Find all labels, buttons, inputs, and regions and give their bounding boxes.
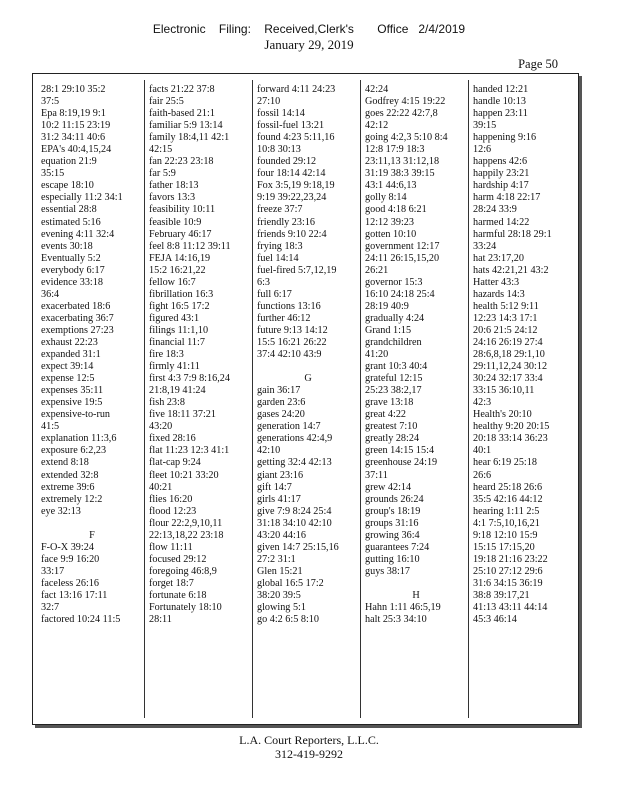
index-entry: hear 6:19 25:18	[473, 457, 537, 469]
index-entry: 37:5	[41, 96, 60, 108]
index-letter-heading: G	[304, 373, 312, 385]
index-entry: essential 28:8	[41, 204, 97, 216]
index-entry: 43:20 44:16	[257, 529, 306, 541]
index-entry: 42:24	[365, 84, 389, 95]
index-entry: grateful 12:15	[365, 373, 423, 385]
index-entry: governor 15:3	[365, 276, 423, 288]
index-entry: fellow 16:7	[149, 276, 196, 288]
index-entry: flood 12:23	[149, 505, 197, 517]
index-entry: fossil-fuel 13:21	[257, 120, 325, 132]
index-entry: events 30:18	[41, 240, 93, 252]
index-entry: forward 4:11 24:23	[257, 84, 336, 95]
index-entry: handle 10:13	[473, 96, 526, 108]
column-divider	[468, 80, 469, 718]
index-entry: 15:15 17:15,20	[473, 541, 535, 553]
index-entry: 42:12	[365, 120, 389, 132]
index-entry: exacerbated 18:6	[41, 300, 111, 312]
index-entry: generations 42:4,9	[257, 433, 333, 445]
index-entry: father 18:13	[149, 180, 199, 192]
index-entry: 16:10 24:18 25:4	[365, 288, 435, 300]
index-entry: happen 23:11	[473, 108, 528, 120]
index-entry: 26:6	[473, 469, 492, 481]
footer	[0, 733, 618, 761]
index-entry: Glen 15:21	[257, 565, 303, 577]
index-entry: going 4:2,3 5:10 8:4	[365, 132, 448, 144]
index-entry: 12:12 39:23	[365, 216, 414, 228]
index-entry: 28:11	[149, 614, 172, 626]
index-entry: gutting 16:10	[365, 553, 420, 565]
index-entry: 28:24 33:9	[473, 204, 517, 216]
index-entry: escape 18:10	[41, 180, 94, 192]
column-divider	[252, 80, 253, 718]
index-entry: exemptions 27:23	[41, 324, 114, 336]
page-number: Page 50	[518, 57, 558, 71]
index-entry: Fox 3:5,19 9:18,19	[257, 180, 335, 192]
index-entry: foregoing 46:8,9	[149, 565, 217, 577]
index-entry: feasible 10:9	[149, 216, 202, 228]
index-entry: girls 41:17	[257, 493, 301, 505]
index-entry: 29:11,12,24 30:12	[473, 361, 548, 373]
index-entry: green 14:15 15:4	[365, 445, 435, 457]
index-entry: functions 13:16	[257, 300, 321, 312]
index-entry: February 46:17	[149, 228, 212, 240]
index-entry: 38:8 39:17,21	[473, 589, 530, 601]
index-entry: facts 21:22 37:8	[149, 84, 215, 95]
index-letter-heading: H	[412, 589, 420, 601]
index-column-1	[41, 84, 143, 626]
index-entry: fortunate 6:18	[149, 589, 207, 601]
index-entry: halt 25:3 34:10	[365, 614, 427, 626]
index-entry: 37:11	[365, 469, 388, 481]
index-spacer	[257, 361, 359, 373]
index-entry: 19:18 21:16 23:22	[473, 553, 548, 565]
index-entry: government 12:17	[365, 240, 440, 252]
index-entry: happily 23:21	[473, 168, 530, 180]
index-entry: flies 16:20	[149, 493, 193, 505]
index-entry: 23:11,13 31:12,18	[365, 156, 440, 168]
index-entry: happens 42:6	[473, 156, 528, 168]
index-entry: 31:19 38:3 39:15	[365, 168, 435, 180]
index-entry: far 5:9	[149, 168, 176, 180]
index-entry: harmful 28:18 29:1	[473, 228, 552, 240]
index-entry: flat-cap 9:24	[149, 457, 201, 469]
index-entry: healthy 9:20 20:15	[473, 421, 550, 433]
index-entry: great 4:22	[365, 409, 407, 421]
index-entry: expanded 31:1	[41, 349, 101, 361]
index-entry: give 7:9 8:24 25:4	[257, 505, 332, 517]
index-entry: figured 43:1	[149, 312, 200, 324]
index-entry: 41:20	[365, 349, 389, 361]
index-entry: harmed 14:22	[473, 216, 530, 228]
index-entry: Grand 1:15	[365, 324, 412, 336]
index-entry: 12:6	[473, 144, 492, 156]
filing-stamp-line: Electronic Filing: Received,Clerk's Office 2/4/2019	[152, 22, 466, 36]
index-entry: growing 36:4	[365, 529, 420, 541]
index-entry: expensive-to-run	[41, 409, 111, 421]
index-entry: faceless 26:16	[41, 577, 99, 589]
index-entry: 35:15	[41, 168, 65, 180]
index-entry: 33:15 36:10,11	[473, 385, 535, 397]
index-entry: face 9:9 16:20	[41, 553, 100, 565]
index-entry: handed 12:21	[473, 84, 529, 95]
index-entry: Fortunately 18:10	[149, 602, 222, 614]
column-divider	[360, 80, 361, 718]
index-entry: four 18:14 42:14	[257, 168, 326, 180]
index-entry: expense 12:5	[41, 373, 95, 385]
index-entry: estimated 5:16	[41, 216, 101, 228]
index-entry: guarantees 7:24	[365, 541, 430, 553]
index-entry: Hatter 43:3	[473, 276, 520, 288]
index-entry: 38:20 39:5	[257, 589, 301, 601]
index-entry: fire 18:3	[149, 349, 184, 361]
index-entry: flat 11:23 12:3 41:1	[149, 445, 230, 457]
index-entry: good 4:18 6:21	[365, 204, 427, 216]
index-entry: 36:4	[41, 288, 60, 300]
index-entry: greatly 28:24	[365, 433, 420, 445]
index-entry: fuel-fired 5:7,12,19	[257, 264, 337, 276]
index-entry: evening 4:11 32:4	[41, 228, 115, 240]
index-entry: generation 14:7	[257, 421, 321, 433]
index-entry: first 4:3 7:9 8:16,24	[149, 373, 230, 385]
index-entry: giant 23:16	[257, 469, 304, 481]
index-entry: 37:4 42:10 43:9	[257, 349, 322, 361]
index-entry: fleet 10:21 33:20	[149, 469, 219, 481]
index-entry: 41:5	[41, 421, 60, 433]
index-entry: factored 10:24 11:5	[41, 614, 121, 626]
index-entry: gradually 4:24	[365, 312, 425, 324]
index-entry: gift 14:7	[257, 481, 292, 493]
index-entry: exacerbating 36:7	[41, 312, 114, 324]
index-entry: 20:18 33:14 36:23	[473, 433, 548, 445]
column-divider	[144, 80, 145, 718]
index-entry: fibrillation 16:3	[149, 288, 214, 300]
index-entry: faith-based 21:1	[149, 108, 215, 120]
index-entry: filings 11:1,10	[149, 324, 209, 336]
index-entry: family 18:4,11 42:1	[149, 132, 230, 144]
index-entry: future 9:13 14:12	[257, 324, 328, 336]
index-entry: hearing 1:11 2:5	[473, 505, 540, 517]
index-entry: feasibility 10:11	[149, 204, 216, 216]
index-entry: greatest 7:10	[365, 421, 418, 433]
index-entry: getting 32:4 42:13	[257, 457, 332, 469]
index-entry: 27:2 31:1	[257, 553, 296, 565]
index-entry: 39:15	[473, 120, 497, 132]
index-entry: 32:7	[41, 602, 60, 614]
index-entry: Epa 8:19,19 9:1	[41, 108, 106, 120]
index-column-2	[149, 84, 251, 626]
index-entry: 20:6 21:5 24:12	[473, 324, 538, 336]
index-entry: evidence 33:18	[41, 276, 103, 288]
index-entry: grandchildren	[365, 336, 422, 348]
index-entry: goes 22:22 42:7,8	[365, 108, 438, 120]
index-entry: Health's 20:10	[473, 409, 532, 421]
index-entry: 6:3	[257, 276, 271, 288]
index-frame	[32, 73, 579, 725]
index-entry: extend 8:18	[41, 457, 89, 469]
index-entry: grave 13:18	[365, 397, 414, 409]
index-entry: gotten 10:10	[365, 228, 417, 240]
index-entry: FEJA 14:16,19	[149, 252, 211, 264]
index-entry: 43:20	[149, 421, 173, 433]
index-entry: flow 11:11	[149, 541, 193, 553]
index-entry: 9:18 12:10 15:9	[473, 529, 538, 541]
index-entry: equation 21:9	[41, 156, 97, 168]
index-entry: 10:8 30:13	[257, 144, 301, 156]
index-entry: extreme 39:6	[41, 481, 95, 493]
index-entry: financial 11:7	[149, 336, 205, 348]
index-entry: 45:3 46:14	[473, 614, 517, 626]
index-entry: everybody 6:17	[41, 264, 105, 276]
index-entry: fuel 14:14	[257, 252, 299, 264]
index-entry: 30:24 32:17 33:4	[473, 373, 543, 385]
index-entry: happening 9:16	[473, 132, 537, 144]
index-entry: greenhouse 24:19	[365, 457, 438, 469]
index-entry: 33:24	[473, 240, 497, 252]
index-entry: familiar 5:9 13:14	[149, 120, 223, 132]
index-entry: favors 13:3	[149, 192, 196, 204]
index-entry: extremely 12:2	[41, 493, 103, 505]
index-entry: 31:2 34:11 40:6	[41, 132, 106, 144]
index-entry: group's 18:19	[365, 505, 421, 517]
index-entry: found 4:23 5:11,16	[257, 132, 335, 144]
index-entry: 31:18 34:10 42:10	[257, 517, 332, 529]
index-entry: hardship 4:17	[473, 180, 529, 192]
index-entry: 42:15	[149, 144, 173, 156]
index-entry: 40:1	[473, 445, 492, 457]
index-entry: flour 22:2,9,10,11	[149, 517, 223, 529]
index-entry: especially 11:2 34:1	[41, 192, 123, 204]
index-entry: groups 31:16	[365, 517, 419, 529]
index-entry: 35:5 42:16 44:12	[473, 493, 543, 505]
index-entry: heard 25:18 26:6	[473, 481, 543, 493]
index-entry: 42:10	[257, 445, 281, 457]
index-entry: health 5:12 9:11	[473, 300, 539, 312]
index-entry: harm 4:18 22:17	[473, 192, 541, 204]
index-entry: 28:19 40:9	[365, 300, 409, 312]
index-entry: golly 8:14	[365, 192, 407, 204]
index-spacer	[41, 518, 143, 530]
index-entry: hazards 14:3	[473, 288, 525, 300]
index-letter-heading: F	[89, 529, 95, 541]
index-entry: focused 29:12	[149, 553, 207, 565]
index-entry: grounds 26:24	[365, 493, 424, 505]
index-entry: eye 32:13	[41, 505, 81, 517]
index-entry: 31:6 34:15 36:19	[473, 577, 543, 589]
index-entry: 40:21	[149, 481, 173, 493]
index-entry: forget 18:7	[149, 577, 194, 589]
index-entry: 27:10	[257, 96, 281, 108]
index-entry: 24:11 26:15,15,20	[365, 252, 440, 264]
index-entry: exhaust 22:23	[41, 336, 98, 348]
index-entry: 28:6,8,18 29:1,10	[473, 349, 545, 361]
index-entry: 25:10 27:12 29:6	[473, 565, 543, 577]
court-reporter-phone: 312-419-9292	[275, 747, 343, 761]
index-entry: given 14:7 25:15,16	[257, 541, 339, 553]
court-reporter-name: L.A. Court Reporters, L.L.C.	[239, 733, 379, 747]
index-entry: 4:1 7:5,10,16,21	[473, 517, 540, 529]
index-entry: grew 42:14	[365, 481, 412, 493]
index-entry: founded 29:12	[257, 156, 317, 168]
index-entry: gases 24:20	[257, 409, 305, 421]
index-entry: hat 23:17,20	[473, 252, 524, 264]
index-entry: fish 23:8	[149, 397, 185, 409]
index-entry: extended 32:8	[41, 469, 99, 481]
index-entry: F-O-X 39:24	[41, 541, 94, 553]
index-entry: exposure 6:2,23	[41, 445, 107, 457]
index-entry: further 46:12	[257, 312, 311, 324]
index-entry: gain 36:17	[257, 385, 301, 397]
index-entry: garden 23:6	[257, 397, 306, 409]
index-entry: friendly 23:16	[257, 216, 316, 228]
index-entry: friends 9:10 22:4	[257, 228, 327, 240]
index-entry: 43:1 44:6,13	[365, 180, 417, 192]
index-entry: feel 8:8 11:12 39:11	[149, 240, 231, 252]
index-entry: hats 42:21,21 43:2	[473, 264, 549, 276]
index-entry: 41:13 43:11 44:14	[473, 602, 548, 614]
index-entry: fair 25:5	[149, 96, 184, 108]
index-entry: full 6:17	[257, 288, 292, 300]
index-entry: five 18:11 37:21	[149, 409, 216, 421]
index-entry: 22:13,18,22 23:18	[149, 529, 224, 541]
index-entry: explanation 11:3,6	[41, 433, 117, 445]
index-entry: 10:2 11:15 23:19	[41, 120, 111, 132]
index-entry: 24:16 26:19 27:4	[473, 336, 543, 348]
index-entry: fact 13:16 17:11	[41, 589, 108, 601]
filing-date: January 29, 2019	[264, 37, 354, 52]
index-entry: grant 10:3 40:4	[365, 361, 428, 373]
index-entry: fossil 14:14	[257, 108, 305, 120]
index-column-4	[365, 84, 467, 626]
index-entry: 42:3	[473, 397, 492, 409]
index-entry: frying 18:3	[257, 240, 303, 252]
index-entry: expenses 35:11	[41, 385, 104, 397]
index-entry: firmly 41:11	[149, 361, 200, 373]
index-entry: Hahn 1:11 46:5,19	[365, 602, 441, 614]
index-entry: 15:5 16:21 26:22	[257, 336, 327, 348]
index-entry: EPA's 40:4,15,24	[41, 144, 112, 156]
index-entry: guys 38:17	[365, 565, 410, 577]
index-entry: 21:8,19 41:24	[149, 385, 206, 397]
index-column-5	[473, 84, 575, 626]
index-entry: 15:2 16:21,22	[149, 264, 206, 276]
index-entry: fixed 28:16	[149, 433, 196, 445]
index-spacer	[365, 578, 467, 590]
index-column-3	[257, 84, 359, 626]
index-entry: 33:17	[41, 565, 65, 577]
index-entry: Godfrey 4:15 19:22	[365, 96, 446, 108]
index-entry: 12:8 17:9 18:3	[365, 144, 425, 156]
index-entry: expensive 19:5	[41, 397, 103, 409]
index-entry: go 4:2 6:5 8:10	[257, 614, 319, 626]
index-entry: Eventually 5:2	[41, 252, 101, 264]
index-entry: freeze 37:7	[257, 204, 303, 216]
index-entry: global 16:5 17:2	[257, 577, 324, 589]
index-entry: fight 16:5 17:2	[149, 300, 210, 312]
index-entry: expect 39:14	[41, 361, 94, 373]
index-entry: fan 22:23 23:18	[149, 156, 214, 168]
index-entry: 28:1 29:10 35:2	[41, 84, 106, 95]
index-entry: 9:19 39:22,23,24	[257, 192, 327, 204]
index-entry: glowing 5:1	[257, 602, 306, 614]
index-entry: 12:23 14:3 17:1	[473, 312, 538, 324]
index-entry: 25:23 38:2,17	[365, 385, 422, 397]
index-entry: 26:21	[365, 264, 389, 276]
